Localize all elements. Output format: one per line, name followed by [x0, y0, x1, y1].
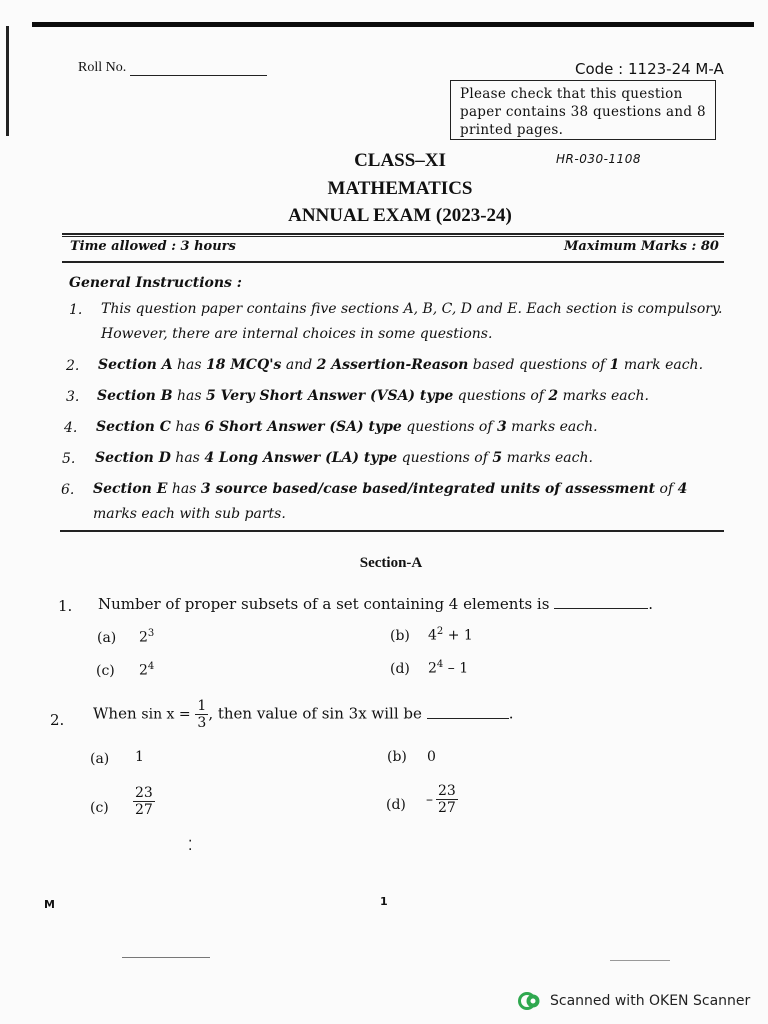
bottom-mark-2: [610, 960, 670, 961]
instruction-6-line-2: marks each with sub parts.: [93, 506, 286, 522]
class-title: CLASS–XI: [354, 150, 446, 171]
q2-option-c: $\frac{23}{27}$: [135, 785, 153, 818]
q2-option-a: 1: [135, 749, 144, 765]
scanner-text: Scanned with OKEN Scanner: [550, 993, 751, 1009]
time-allowed: Time allowed : 3 hours: [70, 239, 236, 254]
q1-option-b-label: (b): [390, 628, 410, 644]
instruction-1-number: 1.: [69, 302, 83, 318]
roll-number: [78, 60, 267, 76]
instruction-3: Section B has 5 Very Short Answer (VSA) type questions of 2 marks each.: [97, 388, 649, 404]
instructions-heading: General Instructions :: [69, 275, 242, 291]
instruction-5-number: 5.: [62, 451, 76, 467]
q1-option-d-label: (d): [390, 661, 410, 677]
section-a-title: Section-A: [359, 555, 423, 571]
answer-blank: [554, 595, 648, 609]
note-line-2: paper contains 38 questions and 8: [460, 104, 706, 120]
q1-option-c: $2^4$: [139, 661, 155, 679]
page-number: 1: [380, 895, 388, 908]
q2-option-a-label: (a): [90, 751, 110, 767]
q2-option-c-label: (c): [90, 800, 109, 816]
q1-option-b: $4^2 + 1$: [428, 626, 473, 644]
q1-option-d: $2^4 - 1$: [428, 659, 469, 677]
rule-bottom: [62, 261, 724, 263]
instruction-4: Section C has 6 Short Answer (SA) type questions of 3 marks each.: [96, 419, 598, 435]
q1-option-c-label: (c): [96, 663, 115, 679]
q1-option-a-label: (a): [97, 630, 117, 646]
roll-blank: [130, 63, 267, 76]
q1-option-a: $2^3$: [139, 628, 155, 646]
subject-title: MATHEMATICS: [327, 178, 473, 199]
top-rule: [32, 22, 754, 27]
question-2-text: When sin x = $\frac{1}{3}$ , then value of sin 3x will be .: [93, 698, 514, 731]
maximum-marks: Maximum Marks : 80: [564, 239, 719, 254]
instruction-3-number: 3.: [66, 389, 80, 405]
paper-code: Code : 1123-24 M-A: [575, 60, 724, 78]
exam-title: ANNUAL EXAM (2023-24): [288, 205, 512, 226]
instruction-2: Section A has 18 MCQ's and 2 Assertion-Reason based questions of 1 mark each.: [98, 357, 704, 373]
check-note-box: [450, 80, 716, 140]
instruction-6-line-1: Section E has 3 source based/case based/integrated units of assessment of 4: [93, 481, 688, 497]
instructions-end-rule: [60, 530, 724, 532]
fraction-one-third: $\frac{1}{3}$: [197, 698, 207, 731]
instruction-1-line-2: However, there are internal choices in some questions.: [101, 326, 493, 342]
instruction-1: [101, 297, 722, 347]
question-1-text: Number of proper subsets of a set containing 4 elements is .: [98, 595, 653, 613]
note-line-3: printed pages.: [460, 122, 564, 138]
instruction-6-number: 6.: [61, 482, 75, 498]
instruction-2-number: 2.: [66, 358, 80, 374]
question-2-number: 2.: [50, 711, 65, 729]
roll-label: Roll No.: [78, 60, 127, 75]
rule-top-2: [62, 236, 724, 237]
rule-top: [62, 233, 724, 235]
q2-option-b: 0: [427, 749, 436, 765]
instruction-1-line-1: This question paper contains five sections A, B, C, D and E. Each section is compulsory.: [101, 301, 723, 317]
q2-option-d: – $\frac{23}{27}$: [426, 783, 456, 816]
scan-edge: [6, 26, 9, 136]
stray-mark: ⁚: [188, 838, 193, 854]
question-1-number: 1.: [58, 597, 73, 615]
q2-option-b-label: (b): [387, 749, 407, 765]
handwritten-note: HR-030-1108: [556, 152, 641, 166]
q2-option-d-label: (d): [386, 797, 406, 813]
answer-blank: [427, 705, 509, 719]
scanner-logo-icon: [518, 990, 540, 1012]
note-line-1: Please check that this question: [460, 86, 683, 102]
scanner-watermark: [518, 990, 750, 1012]
instruction-5: Section D has 4 Long Answer (LA) type questions of 5 marks each.: [95, 450, 593, 466]
instruction-6: [93, 477, 687, 527]
instruction-4-number: 4.: [64, 420, 78, 436]
footer-code: M: [44, 898, 55, 911]
bottom-mark: [122, 957, 210, 958]
